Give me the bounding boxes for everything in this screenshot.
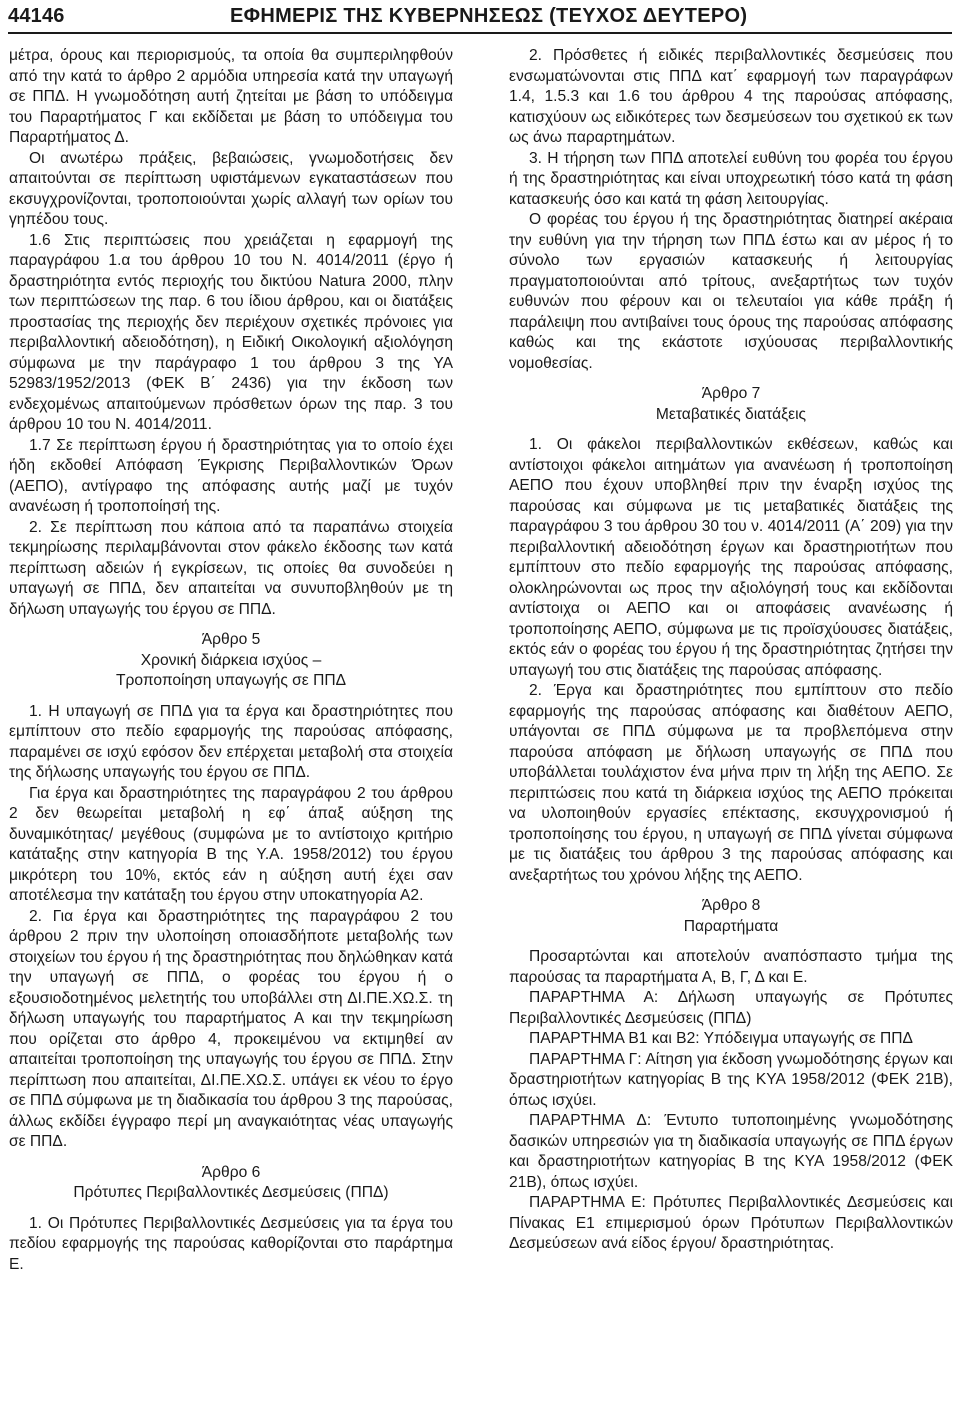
article-6-title: Πρότυπες Περιβαλλοντικές Δεσμεύσεις (ΠΠΔ) — [73, 1184, 389, 1201]
paragraph: μέτρα, όρους και περιορισμούς, τα οποία θα συμπεριληφθούν από την κατά το άρθρο 2 αρμόδια υπηρεσία κατά την υπαγωγή σε ΠΠΔ. Η γνωμοδότηση αυτή ζητείται με βάση το υπόδειγμα του Παραρτήματος Γ και εκδίδεται με βάση το υπόδειγμα του Παραρτήματος Δ. — [9, 47, 453, 146]
article-6-heading: Άρθρο 6 — [201, 1163, 261, 1181]
article-5-title-line-2: Τροποποίηση υπαγωγής σε ΠΠΔ — [115, 672, 347, 689]
article-7-heading: Άρθρο 7 — [701, 385, 761, 402]
left-column — [9, 46, 453, 1275]
page-number: 44146 — [8, 5, 65, 27]
annex-item: ΠΑΡΑΡΤΗΜΑ Β1 και Β2: Υπόδειγμα υπαγωγής σε ΠΠΔ — [529, 1030, 913, 1047]
paragraph: 1.6 Στις περιπτώσεις που χρειάζεται η εφαρμογή της παραγράφου 1.α του άρθρου 10 του Ν. 4014/2011 (έργο ή δραστηριότητα εντός περιοχής του δικτύου Natura 2000, πλην των περιπτώσεων της παρ. 6 του ίδιου άρθρου, και οι διατάξεις προστασίας της περιοχής δεν περιέχουν σχετικές πρόνοιες για περιβαλλοντική αδειοδότηση), η Ειδική Οικολογική αξιολόγηση σύμφωνα με την παράγραφο 1 του άρθρου 3 της ΥΑ 52983/1952/2013 (ΦΕΚ Β΄ 2436) για την έκδοση των ενδεχομένως απαιτούμενων πρόσθετων όρων της παρ. 3 του άρθρου 10 του Ν. 4014/2011. — [9, 231, 453, 433]
journal-title: ΕΦΗΜΕΡΙΣ ΤΗΣ ΚΥΒΕΡΝΗΣΕΩΣ (ΤΕΥΧΟΣ ΔΕΥΤΕΡΟ) — [230, 5, 748, 27]
paragraph: Οι ανωτέρω πράξεις, βεβαιώσεις, γνωμοδοτήσεις δεν απαιτούνται σε περίπτωση υφιστάμενων εγκαταστάσεων που εκσυγχρονίζονται, τροποποιούνται χωρίς αλλαγή των ορίων του γηπέδου τους. — [9, 149, 453, 228]
annex-item: ΠΑΡΑΡΤΗΜΑ Γ: Αίτηση για έκδοση γνωμοδότησης έργων και δραστηριοτήτων κατηγορίας Β της ΚΥΑ 1958/2012 (ΦΕΚ 21Β), όπως ισχύει. — [509, 1050, 953, 1109]
annex-item: ΠΑΡΑΡΤΗΜΑ Δ: Έντυπο τυποποιημένης γνωμοδότησης δασικών υπηρεσιών για τη διαδικασία υπαγωγής σε ΠΠΔ έργων και δραστηριοτήτων κατηγορίας Β της ΚΥΑ 1958/2012 (ΦΕΚ 21Β), όπως ισχύει. — [509, 1112, 953, 1191]
right-column — [509, 46, 953, 1255]
annex-item: ΠΑΡΑΡΤΗΜΑ Ε: Πρότυπες Περιβαλλοντικές Δεσμεύσεις και Πίνακας Ε1 επιμερισμού όρων Πρότυπων Περιβαλλοντικών Δεσμεύσεων ανά είδος έργου/ δραστηριότητας. — [509, 1194, 953, 1252]
article-5-heading: Άρθρο 5 — [201, 631, 261, 648]
paragraph: 1. Η υπαγωγή σε ΠΠΔ για τα έργα και δραστηριότητες που εμπίπτουν στο πεδίο εφαρμογής της παρούσας απόφασης, παραμένει σε ισχύ εφόσον δεν επέρχεται μεταβολή στα στοιχεία της δήλωσης υπαγωγής του έργου σε ΠΠΔ. — [9, 702, 453, 781]
paragraph: Ο φορέας του έργου ή της δραστηριότητας διατηρεί ακέραια την ευθύνη για την τήρηση των ΠΠΔ έστω και αν μέρος ή το σύνολο των εργασιών κατασκευής ή λειτουργίας πραγματοποιούνται από τρίτους, ανεξαρτήτως των τυχόν ευθυνών που φέρουν και οι τελευταίοι για κάθε πράξη ή παράλειψη που αντιβαίνει τους όρους της παρούσας απόφασης καθώς και της εκάστοτε ισχύουσας περιβαλλοντικής νομοθεσίας. — [509, 211, 953, 372]
paragraph: 1.7 Σε περίπτωση έργου ή δραστηριότητας για το οποίο έχει ήδη εκδοθεί Απόφαση Έγκρισης Περιβαλλοντικών Όρων (ΑΕΠΟ), αντίγραφο της απόφασης αυτής μαζί με τυχόν ανανέωση ή τροποποίησή της. — [9, 436, 453, 515]
header-divider — [8, 32, 952, 34]
paragraph: 2. Πρόσθετες ή ειδικές περιβαλλοντικές δεσμεύσεις που ενσωματώνονται στις ΠΠΔ κατ΄ εφαρμογή των παραγράφων 1.4, 1.5.3 και 1.6 του άρθρου 4 της παρούσας απόφασης, κατισχύουν ως ειδικότερες των δεσμεύσεων του σχετικού εκ των ως άνω παραρτημάτων. — [509, 47, 953, 146]
article-7-title: Μεταβατικές διατάξεις — [655, 405, 807, 423]
paragraph: Προσαρτώνται και αποτελούν αναπόσπαστο τμήμα της παρούσας τα παραρτήματα Α, Β, Γ, Δ και Ε. — [509, 948, 953, 986]
paragraph: 2. Έργα και δραστηριότητες που εμπίπτουν στο πεδίο εφαρμογής της παρούσας απόφασης και διαθέτουν ΑΕΠΟ, υπάγονται σε ΠΠΔ σύμφωνα με τα προβλεπόμενα στην παρούσα απόφαση με δήλωση υπαγωγής σε ΠΠΔ που υποβάλλεται τουλάχιστον ένα μήνα πριν τη λήξη της ΑΕΠΟ. Σε περιπτώσεις που κατά τη διάρκεια ισχύος της ΑΕΠΟ πρόκειται να υλοποιηθούν εργασίες επέκτασης, εκσυγχρονισμού ή τροποποίησης του έργου, η υπαγωγή σε ΠΠΔ γίνεται σύμφωνα με τις διατάξεις του άρθρου 3 της παρούσας απόφασης και ανεξαρτήτως του χρόνου λήξης της ΑΕΠΟ. — [509, 682, 953, 884]
paragraph: 2. Σε περίπτωση που κάποια από τα παραπάνω στοιχεία τεκμηρίωσης περιλαμβάνονται στον φάκελο έκδοσης των κατά περίπτωση αδειών ή εγκρίσεων, τις οποίες θα συνοδεύει η υπαγωγή σε ΠΠΔ, δεν απαιτείται να συνυποβληθούν με τη δήλωση υπαγωγής του έργου σε ΠΠΔ. — [9, 518, 453, 618]
paragraph: 3. Η τήρηση των ΠΠΔ αποτελεί ευθύνη του φορέα του έργου ή της δραστηριότητας και είναι υποχρεωτική τόσο κατά τη φάση κατασκευής όσο και κατά τη φάση λειτουργίας. — [509, 149, 953, 208]
article-8-heading: Άρθρο 8 — [701, 897, 761, 914]
article-5-title-line-1: Χρονική διάρκεια ισχύος – — [140, 651, 322, 669]
article-8-title: Παραρτήματα — [683, 917, 779, 935]
paragraph: 1. Οι Πρότυπες Περιβαλλοντικές Δεσμεύσεις για τα έργα του πεδίου εφαρμογής της παρούσας καθορίζονται στο παράρτημα Ε. — [9, 1214, 453, 1273]
paragraph: 1. Οι φάκελοι περιβαλλοντικών εκθέσεων, καθώς και αντίστοιχοι φάκελοι αιτημάτων για ανανέωση ή τροποποίηση ΑΕΠΟ που έχουν υποβληθεί πριν την έναρξη ισχύος της παρούσας και σύμφωνα με τις μεταβατικές διατάξεις της παραγράφου 3 του άρθρου 30 του ν. 4014/2011 (Α΄ 209) για την περιβαλλοντική αδειοδότηση έργων και δραστηριοτήτων που εμπίπτουν στο πεδίο εφαρμογής της παρούσας απόφασης, ολοκληρώνονται ως προς την αξιολόγησή τους και εκδίδονται αντίστοιχα οι ΑΕΠΟ και οι αποφάσεις ανανέωσης ή τροποποίησης ΑΕΠΟ, σύμφωνα με τις προϊσχύουσες διατάξεις, εκτός εάν ο φορέας του έργου ή της δραστηριότητας ζητήσει την υπαγωγή του στις διατάξεις της παρούσας απόφασης. — [509, 436, 953, 679]
paragraph: 2. Για έργα και δραστηριότητες της παραγράφου 2 του άρθρου 2 πριν την υλοποίηση οποιασδήποτε μεταβολής των στοιχείων του έργου ή της δραστηριότητας που δηλώθηκαν κατά την υπαγωγή σε ΠΠΔ, ο φορέας του έργου ή ο εξουσιοδοτημένος μελετητής του υποβάλλει στη ΔΙ.ΠΕ.ΧΩ.Σ. τη δήλωση υπαγωγής του παραρτήματος Α και την τεκμηρίωση που ορίζεται στο άρθρο 4, προκειμένου να εκτιμηθεί αν απαιτείται τροποποίηση της υπαγωγής του έργου σε ΠΠΔ. Στην περίπτωση που απαιτείται, ΔΙ.ΠΕ.ΧΩ.Σ. υπάγει εκ νέου το έργο σε ΠΠΔ σύμφωνα με τη διαδικασία του άρθρου 3 της παρούσας, άλλως εκδίδει έγγραφο περί μη αναγκαιότητας νέας υπαγωγής σε ΠΠΔ. — [9, 907, 453, 1150]
annex-item: ΠΑΡΑΡΤΗΜΑ Α: Δήλωση υπαγωγής σε Πρότυπες Περιβαλλοντικές Δεσμεύσεις (ΠΠΔ) — [509, 989, 953, 1027]
paragraph: Για έργα και δραστηριότητες της παραγράφου 2 του άρθρου 2 δεν θεωρείται μεταβολή η εφ΄ άπαξ αύξηση της δυναμικότητας/ μεγέθους (συμφώνα με το αντίστοιχο κριτήριο κατάταξης στην κατηγορία Β της Υ.Α. 1958/2012) του έργου μικρότερη του 10%, εκτός εάν η αύξηση αυτή έχει σαν αποτέλεσμα την κατάταξη του έργου στην υποκατηγορία Α2. — [9, 784, 453, 904]
page-header — [0, 0, 960, 34]
